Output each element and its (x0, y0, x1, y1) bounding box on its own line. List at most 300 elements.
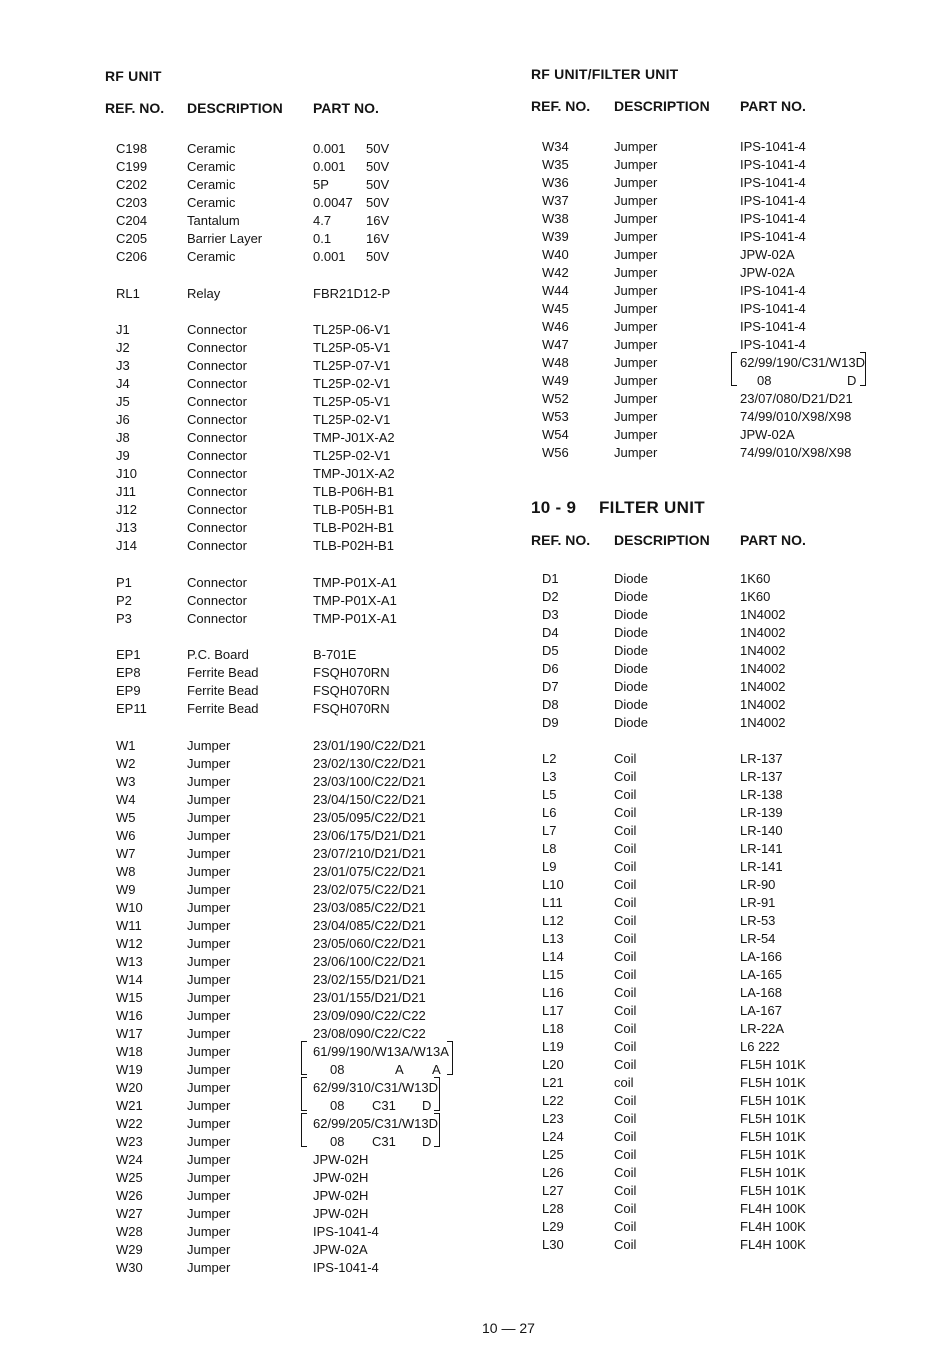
ref-no-cell: C204 (116, 213, 148, 228)
description-cell: Jumper (187, 792, 231, 807)
ref-no-cell: C206 (116, 249, 148, 264)
ref-no-cell: L10 (542, 877, 564, 892)
description-cell: Diode (614, 697, 648, 712)
part-no-cell: IPS-1041-4 (740, 139, 806, 154)
description-cell: Jumper (187, 756, 231, 771)
part-no-cell: TMP-P01X-A1 (313, 575, 397, 590)
ref-no-cell: P2 (116, 593, 132, 608)
description-cell: Jumper (187, 738, 231, 753)
rating-cell: 16V (366, 213, 390, 228)
ref-no-cell: L14 (542, 949, 564, 964)
ref-no-cell: C205 (116, 231, 148, 246)
ref-no-cell: L17 (542, 1003, 564, 1018)
part-no-cell: IPS-1041-4 (740, 283, 806, 298)
description-cell: Ceramic (187, 249, 236, 264)
description-cell: Jumper (187, 1080, 231, 1095)
description-cell: Jumper (187, 1098, 231, 1113)
description-cell: Jumper (614, 337, 658, 352)
part-no-cell: 23/01/190/C22/D21 (313, 738, 426, 753)
ref-no-cell: L30 (542, 1237, 564, 1252)
rating-cell: 50V (366, 141, 390, 156)
description-cell: Coil (614, 769, 637, 784)
part-no-cell: LR-53 (740, 913, 776, 928)
description-cell: Jumper (614, 445, 658, 460)
rating-cell: 50V (366, 195, 390, 210)
part-no-cell: 08 (757, 373, 772, 388)
description-cell: Coil (614, 895, 637, 910)
part-no-cell: FSQH070RN (313, 665, 390, 680)
part-no-cell: 23/05/060/C22/D21 (313, 936, 426, 951)
ref-no-cell: L18 (542, 1021, 564, 1036)
part-no-cell: 23/02/130/C22/D21 (313, 756, 426, 771)
description-cell: Jumper (187, 1224, 231, 1239)
description-cell: Coil (614, 1057, 637, 1072)
description-cell: Coil (614, 1021, 637, 1036)
ref-no-cell: W4 (116, 792, 136, 807)
description-cell: Jumper (614, 193, 658, 208)
ref-no-cell: P1 (116, 575, 132, 590)
description-cell: Ceramic (187, 159, 236, 174)
header-ref-no: REF. NO. (531, 532, 591, 548)
description-cell: Jumper (614, 283, 658, 298)
description-cell: Jumper (614, 175, 658, 190)
part-no-cell: 23/09/090/C22/C22 (313, 1008, 426, 1023)
ref-no-cell: W37 (542, 193, 569, 208)
description-cell: Coil (614, 1111, 637, 1126)
description-cell: Coil (614, 841, 637, 856)
part-no-cell: 1N4002 (740, 661, 786, 676)
part-no-cell: 23/08/090/C22/C22 (313, 1026, 426, 1041)
part-no-cell: 1N4002 (740, 715, 786, 730)
part-no-cell: TMP-J01X-A2 (313, 466, 395, 481)
ref-no-cell: D6 (542, 661, 559, 676)
part-no-cell: 23/04/085/C22/D21 (313, 918, 426, 933)
ref-no-cell: W9 (116, 882, 136, 897)
rating-cell: 50V (366, 249, 390, 264)
ref-no-cell: L28 (542, 1201, 564, 1216)
bracket-right (860, 352, 866, 386)
ref-no-cell: W39 (542, 229, 569, 244)
description-cell: Coil (614, 1147, 637, 1162)
description-cell: Coil (614, 1129, 637, 1144)
ref-no-cell: W13 (116, 954, 143, 969)
description-cell: Coil (614, 859, 637, 874)
part-no-cell: D (847, 373, 857, 388)
ref-no-cell: W48 (542, 355, 569, 370)
ref-no-cell: L21 (542, 1075, 564, 1090)
page-number: 10 — 27 (482, 1320, 535, 1336)
ref-no-cell: W20 (116, 1080, 143, 1095)
ref-no-cell: L3 (542, 769, 557, 784)
description-cell: Jumper (614, 319, 658, 334)
ref-no-cell: D3 (542, 607, 559, 622)
ref-no-cell: L15 (542, 967, 564, 982)
part-no-cell: TL25P-02-V1 (313, 376, 391, 391)
section-number: 10 - 9 (531, 498, 577, 517)
description-cell: Jumper (614, 373, 658, 388)
part-no-cell: B-701E (313, 647, 357, 662)
part-no-cell: C31 (372, 1134, 396, 1149)
part-no-cell: LA-165 (740, 967, 782, 982)
part-no-cell: FL5H 101K (740, 1057, 806, 1072)
section-title: FILTER UNIT (599, 498, 705, 517)
ref-no-cell: J6 (116, 412, 130, 427)
description-cell: Coil (614, 787, 637, 802)
part-no-cell: IPS-1041-4 (740, 319, 806, 334)
bracket-left (301, 1041, 307, 1075)
bracket-right (434, 1113, 440, 1147)
description-cell: Coil (614, 1093, 637, 1108)
description-cell: Coil (614, 823, 637, 838)
description-cell: Coil (614, 1183, 637, 1198)
description-cell: Connector (187, 412, 247, 427)
description-cell: Connector (187, 322, 247, 337)
part-no-cell: LR-54 (740, 931, 776, 946)
ref-no-cell: L6 (542, 805, 557, 820)
ref-no-cell: L24 (542, 1129, 564, 1144)
ref-no-cell: C198 (116, 141, 148, 156)
part-no-cell: 23/01/155/D21/D21 (313, 990, 426, 1005)
part-no-cell: LR-140 (740, 823, 783, 838)
part-no-cell: FL5H 101K (740, 1093, 806, 1108)
ref-no-cell: W2 (116, 756, 136, 771)
description-cell: Barrier Layer (187, 231, 263, 246)
description-cell: Tantalum (187, 213, 240, 228)
part-no-cell: 1N4002 (740, 625, 786, 640)
description-cell: Ceramic (187, 141, 236, 156)
description-cell: P.C. Board (187, 647, 249, 662)
description-cell: Jumper (187, 864, 231, 879)
part-no-cell: LR-141 (740, 841, 783, 856)
description-cell: Jumper (614, 301, 658, 316)
part-no-cell: 61/99/190/W13A/W13A (313, 1044, 449, 1059)
part-no-cell: LA-166 (740, 949, 782, 964)
ref-no-cell: W19 (116, 1062, 143, 1077)
part-no-cell: 74/99/010/X98/X98 (740, 409, 852, 424)
ref-no-cell: C203 (116, 195, 148, 210)
part-no-cell: FL5H 101K (740, 1165, 806, 1180)
part-no-cell: TMP-P01X-A1 (313, 611, 397, 626)
part-no-cell: TL25P-02-V1 (313, 412, 391, 427)
description-cell: Coil (614, 1003, 637, 1018)
part-no-cell: IPS-1041-4 (740, 193, 806, 208)
description-cell: Jumper (187, 900, 231, 915)
ref-no-cell: RL1 (116, 286, 140, 301)
header-part-no: PART NO. (740, 532, 806, 548)
part-no-cell: FL5H 101K (740, 1147, 806, 1162)
ref-no-cell: W17 (116, 1026, 143, 1041)
ref-no-cell: C199 (116, 159, 148, 174)
ref-no-cell: P3 (116, 611, 132, 626)
ref-no-cell: J5 (116, 394, 130, 409)
ref-no-cell: L23 (542, 1111, 564, 1126)
description-cell: Jumper (187, 1242, 231, 1257)
ref-no-cell: L19 (542, 1039, 564, 1054)
ref-no-cell: L26 (542, 1165, 564, 1180)
description-cell: Coil (614, 805, 637, 820)
ref-no-cell: W34 (542, 139, 569, 154)
header-description: DESCRIPTION (614, 532, 710, 548)
description-cell: Diode (614, 571, 648, 586)
part-no-cell: JPW-02H (313, 1152, 369, 1167)
part-no-cell: 1K60 (740, 589, 771, 604)
description-cell: Ferrite Bead (187, 701, 259, 716)
part-no-cell: A (432, 1062, 441, 1077)
part-no-cell: 0.0047 (313, 195, 353, 210)
ref-no-cell: J3 (116, 358, 130, 373)
part-no-cell: IPS-1041-4 (313, 1224, 379, 1239)
ref-no-cell: L22 (542, 1093, 564, 1108)
ref-no-cell: D2 (542, 589, 559, 604)
description-cell: Ceramic (187, 195, 236, 210)
part-no-cell: LR-91 (740, 895, 776, 910)
part-no-cell: 62/99/310/C31/W13D (313, 1080, 439, 1095)
description-cell: Jumper (187, 1260, 231, 1275)
ref-no-cell: C202 (116, 177, 148, 192)
ref-no-cell: W30 (116, 1260, 143, 1275)
description-cell: Jumper (614, 265, 658, 280)
part-no-cell: IPS-1041-4 (740, 337, 806, 352)
part-no-cell: 23/04/150/C22/D21 (313, 792, 426, 807)
ref-no-cell: J4 (116, 376, 130, 391)
description-cell: Connector (187, 394, 247, 409)
ref-no-cell: W1 (116, 738, 136, 753)
description-cell: Connector (187, 538, 247, 553)
ref-no-cell: W21 (116, 1098, 143, 1113)
description-cell: Coil (614, 877, 637, 892)
part-no-cell: FL5H 101K (740, 1075, 806, 1090)
part-no-cell: 23/03/085/C22/D21 (313, 900, 426, 915)
description-cell: Jumper (614, 229, 658, 244)
part-no-cell: 23/02/155/D21/D21 (313, 972, 426, 987)
ref-no-cell: W38 (542, 211, 569, 226)
ref-no-cell: J10 (116, 466, 137, 481)
part-no-cell: LR-139 (740, 805, 783, 820)
part-no-cell: 1N4002 (740, 697, 786, 712)
part-no-cell: 0.001 (313, 159, 346, 174)
part-no-cell: 4.7 (313, 213, 332, 228)
description-cell: Ferrite Bead (187, 665, 259, 680)
part-no-cell: JPW-02A (740, 427, 795, 442)
ref-no-cell: W49 (542, 373, 569, 388)
part-no-cell: C31 (372, 1098, 396, 1113)
part-no-cell: IPS-1041-4 (740, 175, 806, 190)
part-no-cell: 1N4002 (740, 607, 786, 622)
description-cell: Connector (187, 430, 247, 445)
ref-no-cell: L7 (542, 823, 557, 838)
part-no-cell: LR-90 (740, 877, 776, 892)
part-no-cell: JPW-02H (313, 1188, 369, 1203)
description-cell: Coil (614, 931, 637, 946)
description-cell: coil (614, 1075, 634, 1090)
description-cell: Jumper (187, 1062, 231, 1077)
ref-no-cell: W27 (116, 1206, 143, 1221)
ref-no-cell: W54 (542, 427, 569, 442)
header-description: DESCRIPTION (614, 98, 710, 114)
part-no-cell: IPS-1041-4 (740, 301, 806, 316)
description-cell: Connector (187, 575, 247, 590)
ref-no-cell: EP1 (116, 647, 141, 662)
part-no-cell: TMP-J01X-A2 (313, 430, 395, 445)
ref-no-cell: J13 (116, 520, 137, 535)
ref-no-cell: W12 (116, 936, 143, 951)
description-cell: Jumper (187, 1134, 231, 1149)
description-cell: Jumper (187, 954, 231, 969)
description-cell: Coil (614, 1165, 637, 1180)
description-cell: Coil (614, 1237, 637, 1252)
part-no-cell: 1N4002 (740, 643, 786, 658)
description-cell: Jumper (187, 810, 231, 825)
description-cell: Coil (614, 913, 637, 928)
part-no-cell: 23/03/100/C22/D21 (313, 774, 426, 789)
ref-no-cell: J12 (116, 502, 137, 517)
part-no-cell: 23/06/175/D21/D21 (313, 828, 426, 843)
description-cell: Connector (187, 376, 247, 391)
description-cell: Jumper (187, 972, 231, 987)
description-cell: Connector (187, 520, 247, 535)
description-cell: Jumper (187, 1188, 231, 1203)
ref-no-cell: W6 (116, 828, 136, 843)
description-cell: Connector (187, 340, 247, 355)
description-cell: Diode (614, 643, 648, 658)
part-no-cell: 08 (330, 1134, 345, 1149)
description-cell: Jumper (187, 882, 231, 897)
description-cell: Coil (614, 949, 637, 964)
part-no-cell: 23/06/100/C22/D21 (313, 954, 426, 969)
part-no-cell: TL25P-05-V1 (313, 340, 391, 355)
description-cell: Ferrite Bead (187, 683, 259, 698)
part-no-cell: 23/01/075/C22/D21 (313, 864, 426, 879)
part-no-cell: 0.001 (313, 249, 346, 264)
description-cell: Jumper (187, 828, 231, 843)
ref-no-cell: D8 (542, 697, 559, 712)
part-no-cell: LR-137 (740, 769, 783, 784)
part-no-cell: IPS-1041-4 (313, 1260, 379, 1275)
description-cell: Diode (614, 679, 648, 694)
ref-no-cell: W25 (116, 1170, 143, 1185)
part-no-cell: 1K60 (740, 571, 771, 586)
description-cell: Coil (614, 1039, 637, 1054)
part-no-cell: FSQH070RN (313, 701, 390, 716)
ref-no-cell: EP11 (116, 701, 147, 716)
description-cell: Coil (614, 985, 637, 1000)
part-no-cell: JPW-02H (313, 1206, 369, 1221)
description-cell: Connector (187, 448, 247, 463)
part-no-cell: TLB-P02H-B1 (313, 520, 394, 535)
ref-no-cell: J14 (116, 538, 137, 553)
ref-no-cell: L29 (542, 1219, 564, 1234)
header-part-no: PART NO. (740, 98, 806, 114)
ref-no-cell: W46 (542, 319, 569, 334)
ref-no-cell: EP8 (116, 665, 141, 680)
description-cell: Coil (614, 751, 637, 766)
description-cell: Jumper (187, 1116, 231, 1131)
description-cell: Connector (187, 593, 247, 608)
part-no-cell: LA-168 (740, 985, 782, 1000)
ref-no-cell: J9 (116, 448, 130, 463)
part-no-cell: A (395, 1062, 404, 1077)
rating-cell: 50V (366, 177, 390, 192)
part-no-cell: LR-137 (740, 751, 783, 766)
part-no-cell: IPS-1041-4 (740, 211, 806, 226)
description-cell: Jumper (614, 409, 658, 424)
bracket-right (447, 1041, 453, 1075)
description-cell: Diode (614, 661, 648, 676)
description-cell: Jumper (187, 936, 231, 951)
description-cell: Connector (187, 484, 247, 499)
part-no-cell: TL25P-06-V1 (313, 322, 391, 337)
part-no-cell: TL25P-02-V1 (313, 448, 391, 463)
ref-no-cell: W5 (116, 810, 136, 825)
ref-no-cell: L8 (542, 841, 557, 856)
part-no-cell: TLB-P02H-B1 (313, 538, 394, 553)
ref-no-cell: W23 (116, 1134, 143, 1149)
part-no-cell: FL5H 101K (740, 1111, 806, 1126)
ref-no-cell: W15 (116, 990, 143, 1005)
part-no-cell: TLB-P05H-B1 (313, 502, 394, 517)
rating-cell: 16V (366, 231, 390, 246)
ref-no-cell: D5 (542, 643, 559, 658)
ref-no-cell: D1 (542, 571, 559, 586)
part-no-cell: LA-167 (740, 1003, 782, 1018)
bracket-left (301, 1077, 307, 1111)
part-no-cell: D (422, 1098, 432, 1113)
ref-no-cell: W14 (116, 972, 143, 987)
ref-no-cell: D4 (542, 625, 559, 640)
ref-no-cell: W52 (542, 391, 569, 406)
ref-no-cell: W42 (542, 265, 569, 280)
header-ref-no: REF. NO. (105, 100, 165, 116)
description-cell: Ceramic (187, 177, 236, 192)
section-title: RF UNIT/FILTER UNIT (531, 66, 679, 82)
part-no-cell: LR-22A (740, 1021, 785, 1036)
ref-no-cell: W11 (116, 918, 142, 933)
header-description: DESCRIPTION (187, 100, 283, 116)
ref-no-cell: W45 (542, 301, 569, 316)
part-no-cell: TL25P-07-V1 (313, 358, 391, 373)
part-no-cell: IPS-1041-4 (740, 157, 806, 172)
part-no-cell: LR-141 (740, 859, 783, 874)
description-cell: Coil (614, 1201, 637, 1216)
ref-no-cell: W56 (542, 445, 569, 460)
part-no-cell: 62/99/205/C31/W13D (313, 1116, 439, 1131)
part-no-cell: JPW-02H (313, 1170, 369, 1185)
bracket-left (731, 352, 737, 386)
part-no-cell: 23/07/210/D21/D21 (313, 846, 426, 861)
ref-no-cell: D7 (542, 679, 559, 694)
description-cell: Jumper (187, 1170, 231, 1185)
ref-no-cell: W28 (116, 1224, 143, 1239)
part-no-cell: JPW-02A (740, 247, 795, 262)
description-cell: Jumper (614, 391, 658, 406)
part-no-cell: 23/02/075/C22/D21 (313, 882, 426, 897)
ref-no-cell: W36 (542, 175, 569, 190)
description-cell: Jumper (187, 1206, 231, 1221)
part-no-cell: FL4H 100K (740, 1237, 806, 1252)
ref-no-cell: EP9 (116, 683, 141, 698)
ref-no-cell: W24 (116, 1152, 143, 1167)
ref-no-cell: W29 (116, 1242, 143, 1257)
description-cell: Relay (187, 286, 221, 301)
ref-no-cell: W44 (542, 283, 569, 298)
part-no-cell: 08 (330, 1062, 345, 1077)
part-no-cell: FL5H 101K (740, 1129, 806, 1144)
ref-no-cell: L12 (542, 913, 564, 928)
header-ref-no: REF. NO. (531, 98, 591, 114)
ref-no-cell: J2 (116, 340, 130, 355)
ref-no-cell: L11 (542, 895, 563, 910)
part-no-cell: TMP-P01X-A1 (313, 593, 397, 608)
